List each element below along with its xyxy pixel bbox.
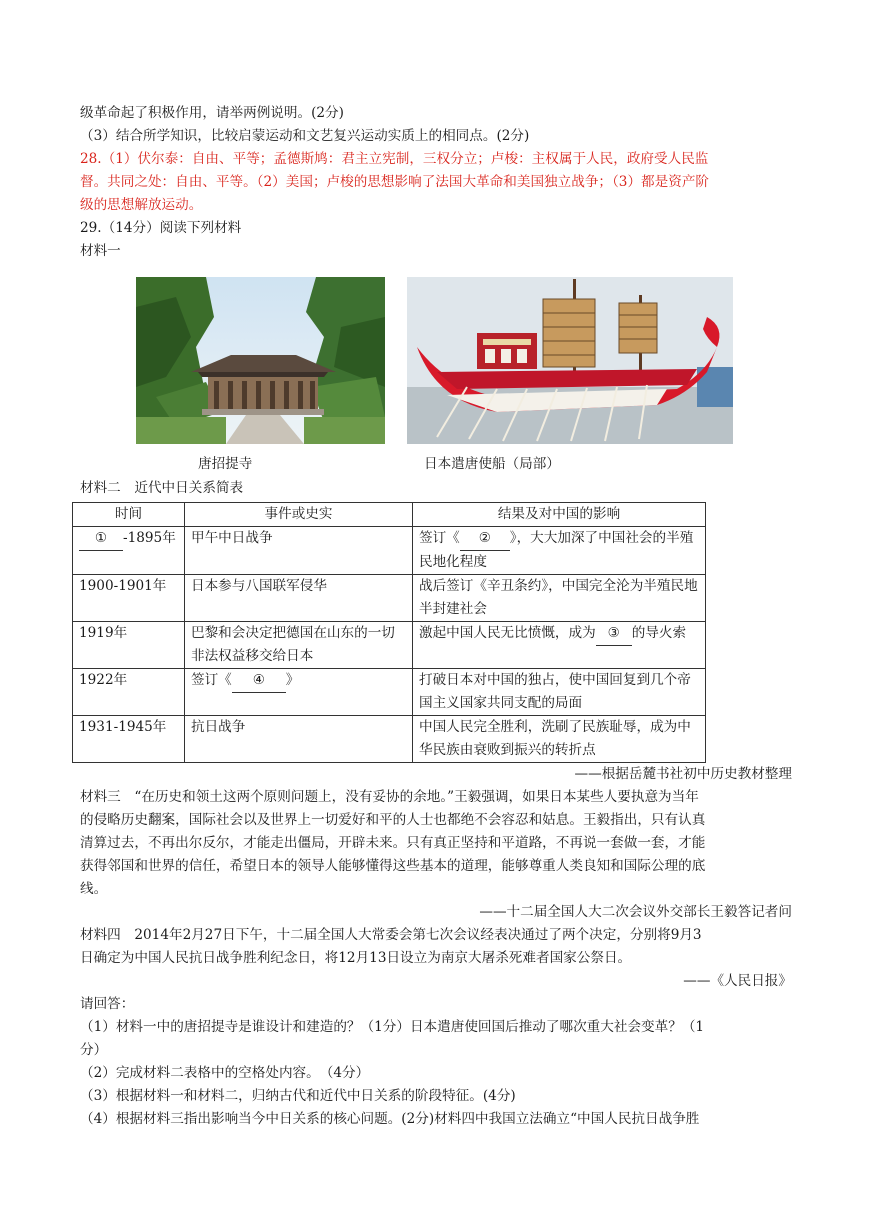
question-4: （4）根据材料三指出影响当今中日关系的核心问题。(2分)材料四中我国立法确立“中国人民抗日战争胜 [80,1111,700,1127]
material3-line4: 获得邻国和世界的信任，希望日本的领导人能够懂得这些基本的道理，能够尊重人类良知和国际公理的底 [80,858,706,874]
cell-result: 打破日本对中国的独占，使中国回复到几个帝国主义国家共同支配的局面 [413,669,706,716]
blank-2: ② [460,527,510,551]
header-event: 事件或史实 [185,503,413,527]
q27-line: 级革命起了积极作用，请举两例说明。(2分) [80,105,344,121]
material2-source: ——根据岳麓书社初中历史教材整理 [574,766,792,782]
cell-result: 战后签订《辛丑条约》，中国完全沦为半殖民地半封建社会 [413,575,706,622]
answer28-line1: 28.（1）伏尔泰：自由、平等；孟德斯鸠：君主立宪制，三权分立；卢梭：主权属于人民，政府受人民监 [80,151,709,167]
material3-source: ——十二届全国人大二次会议外交部长王毅答记者问 [479,904,792,920]
q29-header: 29.（14分）阅读下列材料 [80,220,242,236]
material3-line3: 清算过去，不再出尔反尔，才能走出僵局，开辟未来。只有真正坚持和平道路，不再说一套做一套，才能 [80,835,706,851]
document-page [80,102,792,1131]
cell-result: 激起中国人民无比愤慨，成为 ③ 的导火索 [413,622,706,669]
answer28-line3: 级的思想解放运动。 [80,197,203,213]
header-result: 结果及对中国的影响 [413,503,706,527]
material4-line2: 日确定为中国人民抗日战争胜利纪念日，将12月13日设立为南京大屠杀死难者国家公祭日。 [80,950,632,966]
table-row [73,527,706,575]
material3-line1: 材料三 “在历史和领土这两个原则问题上，没有妥协的余地。”王毅强调，如果日本某些人要执意为当年 [80,789,699,805]
header-time: 时间 [73,503,185,527]
cell-event: 日本参与八国联军侵华 [185,575,413,622]
cell-event: 甲午中日战争 [185,527,413,575]
table-row [73,622,706,669]
question-1a: （1）材料一中的唐招提寺是谁设计和建造的？（1分）日本遣唐使回国后推动了哪次重大社会变革？（1 [80,1019,705,1035]
question-3: （3）根据材料一和材料二，归纳古代和近代中日关系的阶段特征。(4分) [80,1088,516,1104]
cell-time: ① -1895年 [73,527,185,575]
cell-time: 1931-1945年 [73,716,185,763]
material3-line2: 的侵略历史翻案，国际社会以及世界上一切爱好和平的人士也都绝不会容忍和姑息。王毅指出，只有认真 [80,812,706,828]
envoy-ship-photo [407,277,733,444]
cell-event: 巴黎和会决定把德国在山东的一切非法权益移交给日本 [185,622,413,669]
questions-intro: 请回答： [80,996,135,1012]
blank-4: ④ [232,669,286,693]
table-row [73,575,706,622]
material3-line5: 线。 [80,881,108,897]
table-row [73,716,706,763]
blank-1: ① [79,527,123,551]
question-1b: 分） [80,1042,108,1058]
blank-3: ③ [596,622,632,646]
cell-time: 1900-1901年 [73,575,185,622]
material1-label: 材料一 [80,243,121,259]
answer28-line2: 督。共同之处：自由、平等。（2）美国；卢梭的思想影响了法国大革命和美国独立战争；（3）都是资产阶 [80,174,710,190]
material4-source: ——《人民日报》 [683,973,792,989]
table-header-row [73,503,706,527]
material4-line1: 材料四 2014年2月27日下午，十二届全国人大常委会第七次会议经表决通过了两个决定，分别将9月3 [80,927,702,943]
table-row [73,669,706,716]
cell-time: 1919年 [73,622,185,669]
cell-event: 抗日战争 [185,716,413,763]
cell-event: 签订《 ④ 》 [185,669,413,716]
material2-label: 材料二 近代中日关系简表 [80,480,244,496]
toshodaiji-temple-photo [136,277,385,444]
cell-time: 1922年 [73,669,185,716]
image2-caption: 日本遣唐使船（局部） [424,456,560,472]
material1-images [80,269,792,489]
image1-caption: 唐招提寺 [198,456,253,472]
q27-sub3: （3）结合所学知识，比较启蒙运动和文艺复兴运动实质上的相同点。(2分) [80,128,530,144]
cell-result: 签订《 ② 》，大大加深了中国社会的半殖民地化程度 [413,527,706,575]
sino-japanese-relations-table [72,502,706,763]
cell-result: 中国人民完全胜利，洗刷了民族耻辱，成为中华民族由衰败到振兴的转折点 [413,716,706,763]
question-2: （2）完成材料二表格中的空格处内容。 （4分） [80,1065,370,1081]
